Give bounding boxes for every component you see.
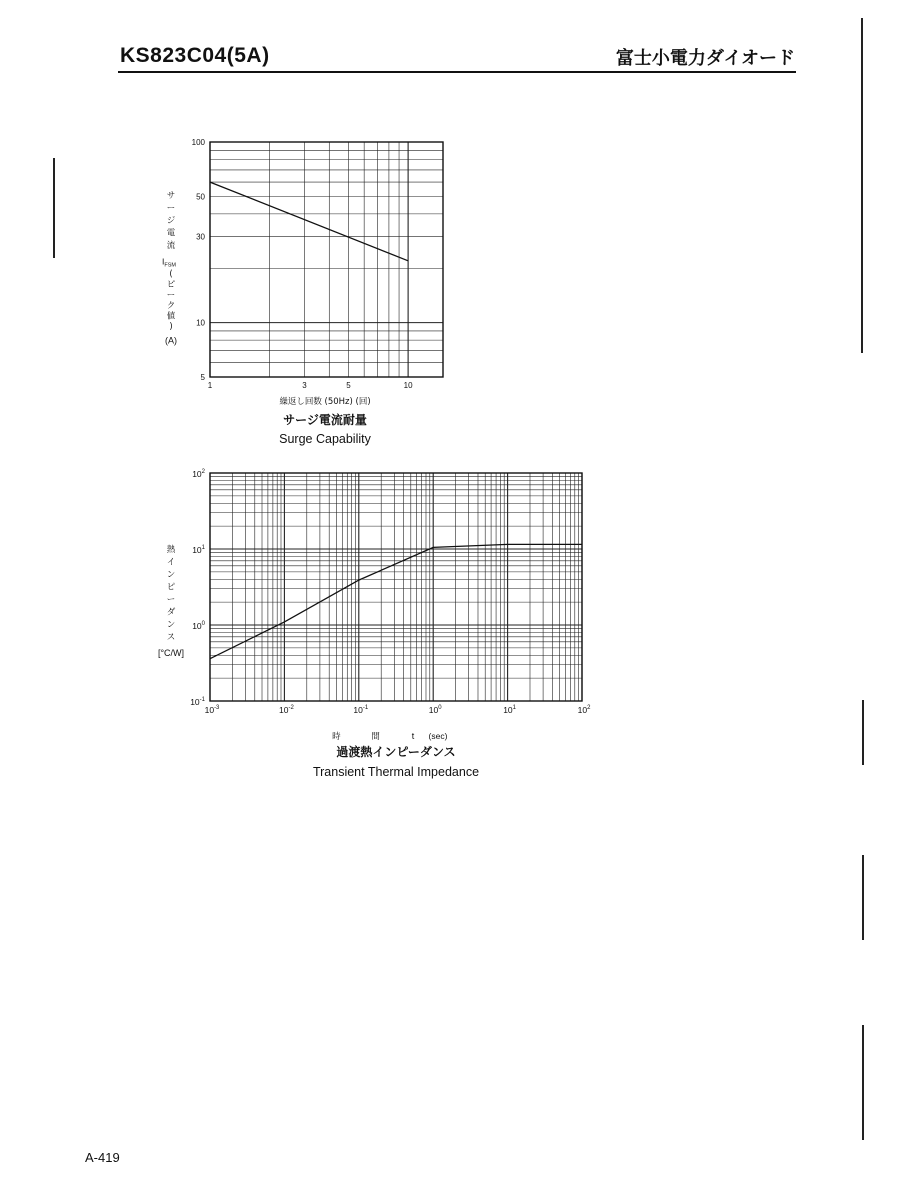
- y-label-char: ): [169, 322, 173, 332]
- y-label-char: イ: [166, 557, 176, 568]
- chart-series: [210, 544, 582, 658]
- y-tick-label: 10: [196, 318, 205, 328]
- x-tick-label: $10^1$: [503, 705, 517, 715]
- y-axis-label: [162, 191, 177, 346]
- y-axis-label: [158, 544, 184, 658]
- y-tick-label: $10^1$: [192, 545, 205, 555]
- x-tick-label: 5: [346, 381, 351, 390]
- x-tick-label: 3: [302, 381, 307, 390]
- y-tick-labels: [190, 469, 205, 707]
- y-label-char: 熱: [166, 545, 176, 555]
- edge-mark-right-mid: [862, 700, 864, 765]
- x-tick-label: $10^{-1}$: [353, 705, 369, 715]
- y-label-char: ン: [166, 620, 176, 630]
- x-axis-label: [332, 731, 447, 742]
- y-label-char: サ: [166, 191, 176, 201]
- y-label-char: ク: [166, 301, 176, 311]
- x-tick-labels: [208, 381, 413, 390]
- plot-frame: [210, 473, 582, 701]
- surge-capability-chart: [150, 130, 470, 450]
- y-label-char: ン: [166, 570, 176, 580]
- y-label-char: ピ: [166, 582, 176, 593]
- y-tick-label: 50: [196, 192, 205, 202]
- chart-series: [210, 182, 408, 261]
- edge-mark-left: [53, 158, 55, 258]
- y-tick-labels: [192, 138, 206, 382]
- chart-subtitle: Transient Thermal Impedance: [312, 765, 480, 779]
- y-label-char: 流: [166, 241, 176, 251]
- header-rule: [118, 71, 796, 73]
- y-label-unit: [°C/W]: [157, 648, 185, 658]
- edge-mark-right-mid2: [862, 855, 864, 940]
- y-tick-label: $10^2$: [192, 469, 205, 479]
- chart-grid: [210, 473, 582, 701]
- y-tick-label: 5: [200, 373, 205, 382]
- chart-subtitle: Surge Capability: [279, 432, 371, 446]
- y-label-char: ジ: [166, 216, 176, 226]
- y-label-unit: (A): [165, 335, 177, 346]
- x-tick-label: $10^0$: [428, 705, 442, 715]
- y-label-char: ー: [166, 595, 176, 605]
- x-axis-symbol: t: [411, 731, 415, 741]
- y-tick-label: $10^{-1}$: [190, 697, 205, 707]
- x-axis-unit: (sec): [428, 731, 448, 741]
- y-tick-label: $10^0$: [192, 621, 205, 631]
- x-tick-label: $10^{-3}$: [204, 705, 220, 715]
- y-label-char: ス: [166, 632, 176, 643]
- x-tick-label: $10^{-2}$: [278, 705, 294, 715]
- edge-mark-right-low: [862, 1025, 864, 1140]
- y-tick-label: 30: [196, 232, 205, 242]
- chart-title: サージ電流耐量: [283, 413, 367, 427]
- y-label-char: 値: [166, 311, 176, 322]
- y-label-char: ー: [166, 290, 176, 301]
- x-axis-label: 繰返し回数 (50Hz) (回): [279, 397, 371, 407]
- x-tick-labels: [205, 705, 591, 715]
- y-tick-label: 100: [191, 138, 205, 147]
- y-label-char: ダ: [166, 607, 176, 618]
- edge-mark-right-top: [861, 18, 863, 353]
- series-title: 富士小電力ダイオード: [615, 48, 795, 69]
- series-line: [210, 544, 582, 658]
- y-label-char: 電: [166, 228, 176, 239]
- x-axis-name: 時 間: [332, 732, 394, 742]
- y-label-symbol: $I_{FSM}$: [162, 256, 176, 269]
- page-number: A-419: [85, 1150, 120, 1165]
- y-label-char: ー: [166, 203, 176, 214]
- x-tick-label: 1: [207, 381, 213, 390]
- part-number: KS823C04(5A): [120, 44, 270, 67]
- chart-grid: [210, 142, 443, 377]
- y-label-char: ピ: [166, 280, 176, 290]
- x-tick-label: $10^2$: [577, 705, 591, 715]
- y-label-char: (: [169, 269, 173, 280]
- chart-title: 過渡熱インピーダンス: [336, 745, 456, 759]
- series-line: [210, 182, 408, 261]
- transient-thermal-impedance-chart: [150, 462, 610, 787]
- x-tick-label: 10: [403, 381, 413, 390]
